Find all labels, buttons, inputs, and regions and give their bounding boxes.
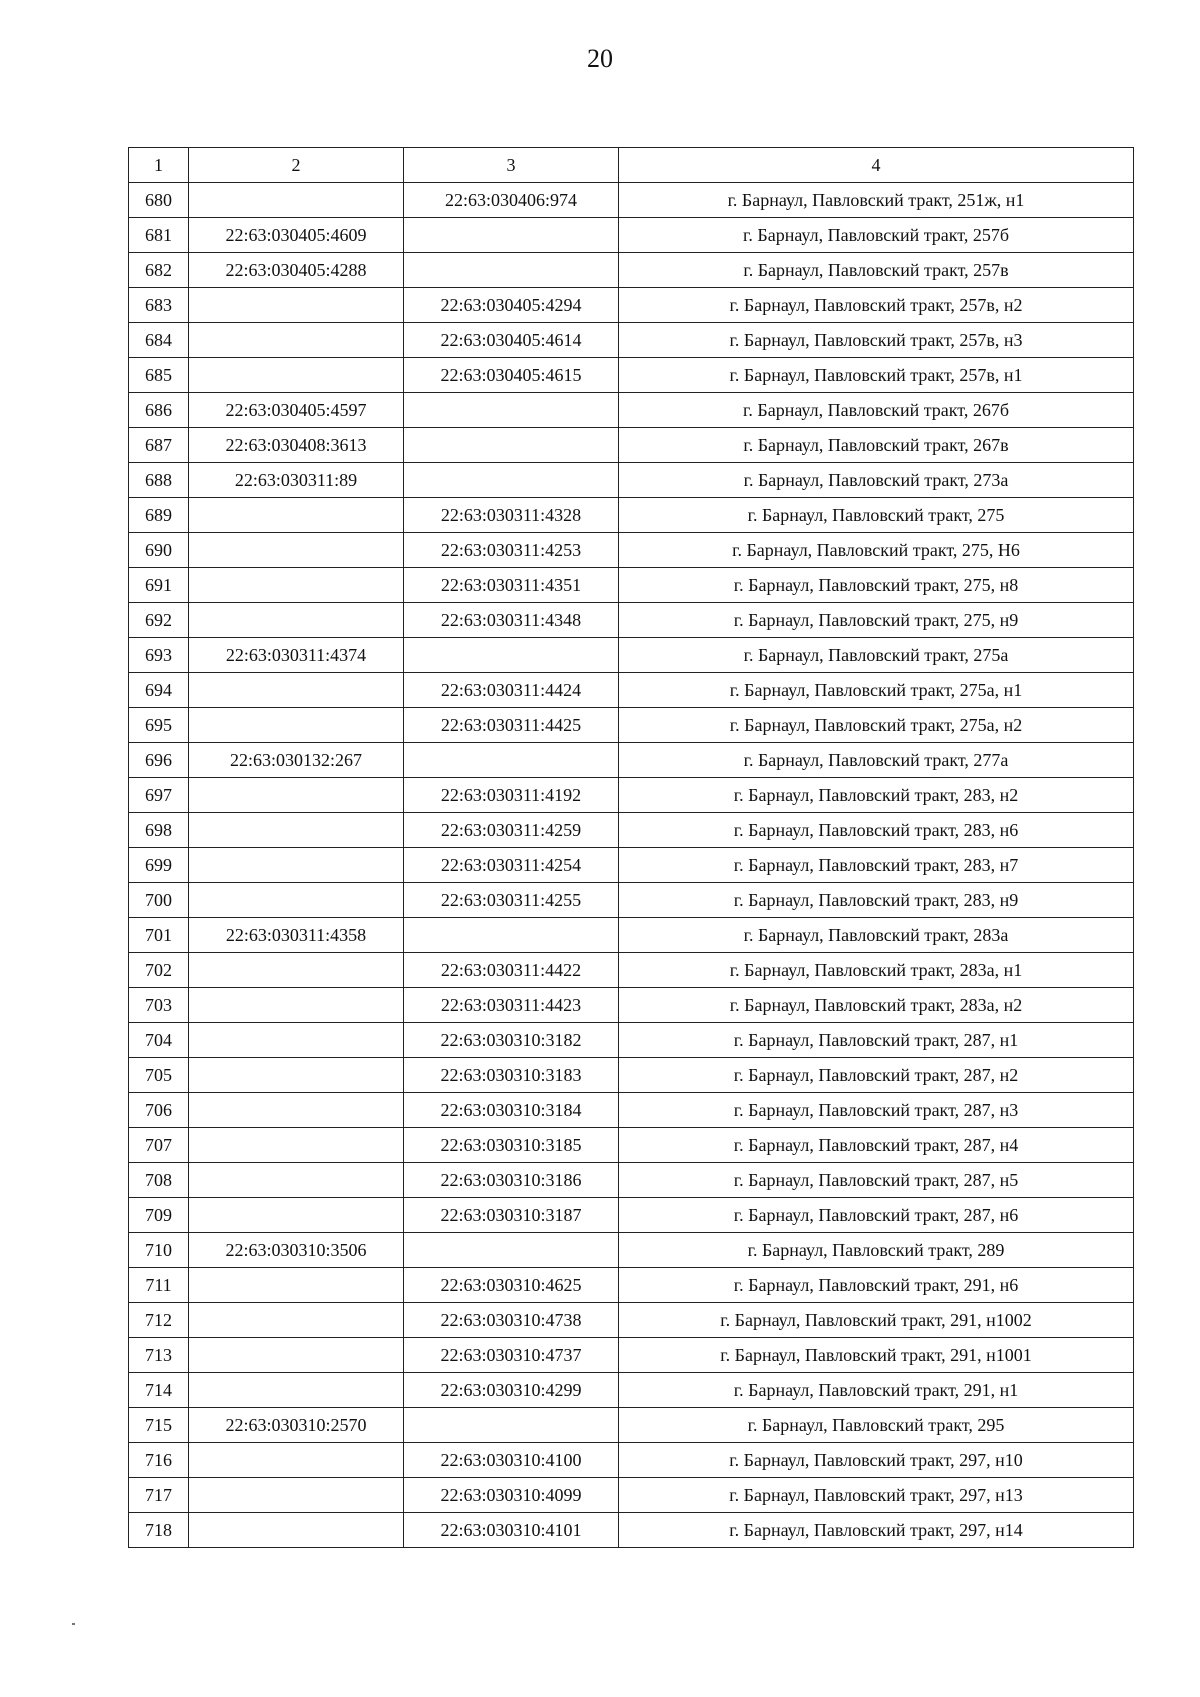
cadastral-number-land-cell: 22:63:030408:3613	[189, 428, 404, 463]
cadastral-number-land-cell: 22:63:030132:267	[189, 743, 404, 778]
table-row	[129, 1478, 1134, 1513]
column-header-1: 1	[129, 148, 189, 183]
address-cell: г. Барнаул, Павловский тракт, 295	[619, 1408, 1134, 1443]
cadastral-number-object-cell: 22:63:030405:4615	[404, 358, 619, 393]
row-number-cell: 680	[129, 183, 189, 218]
table-row	[129, 673, 1134, 708]
cadastral-number-object-cell: 22:63:030405:4294	[404, 288, 619, 323]
cadastral-number-land-cell	[189, 1338, 404, 1373]
cadastral-number-object-cell: 22:63:030406:974	[404, 183, 619, 218]
cadastral-number-object-cell: 22:63:030310:4737	[404, 1338, 619, 1373]
table-row	[129, 918, 1134, 953]
cadastral-number-object-cell: 22:63:030311:4422	[404, 953, 619, 988]
address-cell: г. Барнаул, Павловский тракт, 275, н8	[619, 568, 1134, 603]
cadastral-number-object-cell: 22:63:030310:3187	[404, 1198, 619, 1233]
cadastral-number-land-cell	[189, 1093, 404, 1128]
cadastral-number-object-cell: 22:63:030310:4099	[404, 1478, 619, 1513]
cadastral-number-object-cell: 22:63:030310:4738	[404, 1303, 619, 1338]
cadastral-number-land-cell	[189, 183, 404, 218]
cadastral-number-object-cell	[404, 218, 619, 253]
row-number-cell: 713	[129, 1338, 189, 1373]
row-number-cell: 698	[129, 813, 189, 848]
row-number-cell: 717	[129, 1478, 189, 1513]
row-number-cell: 685	[129, 358, 189, 393]
table-row	[129, 1268, 1134, 1303]
cadastral-number-land-cell	[189, 1058, 404, 1093]
row-number-cell: 715	[129, 1408, 189, 1443]
address-cell: г. Барнаул, Павловский тракт, 257в, н2	[619, 288, 1134, 323]
cadastral-number-land-cell	[189, 1443, 404, 1478]
table-row	[129, 1163, 1134, 1198]
cadastral-number-object-cell: 22:63:030311:4328	[404, 498, 619, 533]
table-row	[129, 1058, 1134, 1093]
cadastral-number-land-cell: 22:63:030405:4609	[189, 218, 404, 253]
table-row	[129, 393, 1134, 428]
address-cell: г. Барнаул, Павловский тракт, 291, н6	[619, 1268, 1134, 1303]
row-number-cell: 707	[129, 1128, 189, 1163]
address-cell: г. Барнаул, Павловский тракт, 283а	[619, 918, 1134, 953]
row-number-cell: 696	[129, 743, 189, 778]
address-cell: г. Барнаул, Павловский тракт, 267в	[619, 428, 1134, 463]
cadastral-number-object-cell: 22:63:030310:3186	[404, 1163, 619, 1198]
table-row	[129, 848, 1134, 883]
cadastral-number-land-cell	[189, 1163, 404, 1198]
cadastral-number-land-cell	[189, 1023, 404, 1058]
cadastral-number-land-cell	[189, 1198, 404, 1233]
row-number-cell: 705	[129, 1058, 189, 1093]
cadastral-number-object-cell: 22:63:030311:4259	[404, 813, 619, 848]
table-row	[129, 778, 1134, 813]
column-header-3: 3	[404, 148, 619, 183]
scan-speck	[72, 1623, 75, 1625]
table-row	[129, 883, 1134, 918]
address-cell: г. Барнаул, Павловский тракт, 251ж, н1	[619, 183, 1134, 218]
table-row	[129, 498, 1134, 533]
table-row	[129, 463, 1134, 498]
row-number-cell: 700	[129, 883, 189, 918]
table-row	[129, 358, 1134, 393]
cadastral-number-object-cell	[404, 463, 619, 498]
row-number-cell: 706	[129, 1093, 189, 1128]
table-row	[129, 1198, 1134, 1233]
address-cell: г. Барнаул, Павловский тракт, 287, н3	[619, 1093, 1134, 1128]
row-number-cell: 712	[129, 1303, 189, 1338]
row-number-cell: 718	[129, 1513, 189, 1548]
cadastral-number-object-cell: 22:63:030311:4423	[404, 988, 619, 1023]
cadastral-number-object-cell	[404, 428, 619, 463]
cadastral-number-land-cell	[189, 848, 404, 883]
address-cell: г. Барнаул, Павловский тракт, 257в	[619, 253, 1134, 288]
cadastral-number-land-cell: 22:63:030310:2570	[189, 1408, 404, 1443]
table-row	[129, 288, 1134, 323]
table-row	[129, 743, 1134, 778]
cadastral-number-land-cell: 22:63:030310:3506	[189, 1233, 404, 1268]
address-cell: г. Барнаул, Павловский тракт, 287, н4	[619, 1128, 1134, 1163]
row-number-cell: 682	[129, 253, 189, 288]
row-number-cell: 695	[129, 708, 189, 743]
address-cell: г. Барнаул, Павловский тракт, 291, н1001	[619, 1338, 1134, 1373]
cadastral-number-land-cell	[189, 1303, 404, 1338]
cadastral-number-land-cell	[189, 708, 404, 743]
cadastral-number-land-cell: 22:63:030311:4374	[189, 638, 404, 673]
cadastral-number-land-cell	[189, 288, 404, 323]
table-row	[129, 1023, 1134, 1058]
address-cell: г. Барнаул, Павловский тракт, 283а, н1	[619, 953, 1134, 988]
cadastral-number-object-cell: 22:63:030310:4625	[404, 1268, 619, 1303]
cadastral-number-land-cell	[189, 673, 404, 708]
row-number-cell: 711	[129, 1268, 189, 1303]
cadastral-number-object-cell: 22:63:030310:4101	[404, 1513, 619, 1548]
cadastral-number-object-cell: 22:63:030311:4348	[404, 603, 619, 638]
row-number-cell: 686	[129, 393, 189, 428]
address-cell: г. Барнаул, Павловский тракт, 257б	[619, 218, 1134, 253]
table-row	[129, 988, 1134, 1023]
address-cell: г. Барнаул, Павловский тракт, 287, н2	[619, 1058, 1134, 1093]
header-row	[129, 148, 1134, 183]
table-row	[129, 1443, 1134, 1478]
cadastral-number-land-cell	[189, 533, 404, 568]
cadastral-number-land-cell	[189, 498, 404, 533]
address-cell: г. Барнаул, Павловский тракт, 283, н9	[619, 883, 1134, 918]
table-row	[129, 953, 1134, 988]
cadastral-number-object-cell	[404, 1408, 619, 1443]
table-row	[129, 323, 1134, 358]
cadastral-number-land-cell	[189, 953, 404, 988]
row-number-cell: 702	[129, 953, 189, 988]
address-cell: г. Барнаул, Павловский тракт, 283, н6	[619, 813, 1134, 848]
address-cell: г. Барнаул, Павловский тракт, 291, н1002	[619, 1303, 1134, 1338]
row-number-cell: 687	[129, 428, 189, 463]
cadastral-number-land-cell	[189, 1478, 404, 1513]
cadastral-number-object-cell: 22:63:030311:4254	[404, 848, 619, 883]
row-number-cell: 694	[129, 673, 189, 708]
cadastral-number-object-cell: 22:63:030310:3182	[404, 1023, 619, 1058]
table-row	[129, 1513, 1134, 1548]
cadastral-number-object-cell	[404, 638, 619, 673]
address-cell: г. Барнаул, Павловский тракт, 257в, н1	[619, 358, 1134, 393]
cadastral-number-land-cell	[189, 1268, 404, 1303]
cadastral-number-object-cell: 22:63:030311:4192	[404, 778, 619, 813]
address-cell: г. Барнаул, Павловский тракт, 275а	[619, 638, 1134, 673]
cadastral-number-land-cell: 22:63:030311:4358	[189, 918, 404, 953]
cadastral-number-land-cell: 22:63:030405:4288	[189, 253, 404, 288]
row-number-cell: 681	[129, 218, 189, 253]
cadastral-number-land-cell	[189, 813, 404, 848]
column-header-4: 4	[619, 148, 1134, 183]
row-number-cell: 690	[129, 533, 189, 568]
cadastral-number-object-cell: 22:63:030310:3184	[404, 1093, 619, 1128]
table-row	[129, 183, 1134, 218]
cadastral-number-object-cell: 22:63:030310:3185	[404, 1128, 619, 1163]
address-cell: г. Барнаул, Павловский тракт, 291, н1	[619, 1373, 1134, 1408]
address-cell: г. Барнаул, Павловский тракт, 297, н13	[619, 1478, 1134, 1513]
cadastral-number-object-cell	[404, 393, 619, 428]
row-number-cell: 703	[129, 988, 189, 1023]
address-cell: г. Барнаул, Павловский тракт, 283а, н2	[619, 988, 1134, 1023]
table-header	[129, 148, 1134, 183]
table-row	[129, 253, 1134, 288]
table-row	[129, 428, 1134, 463]
address-cell: г. Барнаул, Павловский тракт, 267б	[619, 393, 1134, 428]
cadastral-number-object-cell: 22:63:030310:4100	[404, 1443, 619, 1478]
cadastral-number-object-cell: 22:63:030311:4424	[404, 673, 619, 708]
address-cell: г. Барнаул, Павловский тракт, 287, н5	[619, 1163, 1134, 1198]
row-number-cell: 689	[129, 498, 189, 533]
address-cell: г. Барнаул, Павловский тракт, 275	[619, 498, 1134, 533]
row-number-cell: 699	[129, 848, 189, 883]
row-number-cell: 691	[129, 568, 189, 603]
table-body	[129, 183, 1134, 1548]
address-cell: г. Барнаул, Павловский тракт, 275, Н6	[619, 533, 1134, 568]
cadastral-number-object-cell: 22:63:030311:4425	[404, 708, 619, 743]
address-cell: г. Барнаул, Павловский тракт, 287, н1	[619, 1023, 1134, 1058]
row-number-cell: 693	[129, 638, 189, 673]
table-row	[129, 533, 1134, 568]
cadastral-number-object-cell	[404, 743, 619, 778]
cadastral-number-land-cell	[189, 568, 404, 603]
cadastral-number-land-cell	[189, 1128, 404, 1163]
cadastral-number-land-cell: 22:63:030405:4597	[189, 393, 404, 428]
cadastral-number-land-cell	[189, 323, 404, 358]
address-cell: г. Барнаул, Павловский тракт, 275а, н1	[619, 673, 1134, 708]
table-row	[129, 1338, 1134, 1373]
row-number-cell: 716	[129, 1443, 189, 1478]
row-number-cell: 709	[129, 1198, 189, 1233]
table-row	[129, 1233, 1134, 1268]
table-row	[129, 1128, 1134, 1163]
row-number-cell: 692	[129, 603, 189, 638]
cadastral-number-object-cell: 22:63:030311:4255	[404, 883, 619, 918]
cadastral-number-object-cell: 22:63:030311:4253	[404, 533, 619, 568]
row-number-cell: 684	[129, 323, 189, 358]
address-cell: г. Барнаул, Павловский тракт, 275а, н2	[619, 708, 1134, 743]
cadastral-number-object-cell: 22:63:030310:3183	[404, 1058, 619, 1093]
cadastral-number-object-cell: 22:63:030311:4351	[404, 568, 619, 603]
address-cell: г. Барнаул, Павловский тракт, 283, н2	[619, 778, 1134, 813]
address-cell: г. Барнаул, Павловский тракт, 273а	[619, 463, 1134, 498]
cadastral-number-object-cell: 22:63:030310:4299	[404, 1373, 619, 1408]
address-cell: г. Барнаул, Павловский тракт, 275, н9	[619, 603, 1134, 638]
registry-table	[128, 147, 1134, 1548]
address-cell: г. Барнаул, Павловский тракт, 287, н6	[619, 1198, 1134, 1233]
table-row	[129, 218, 1134, 253]
cadastral-number-land-cell	[189, 778, 404, 813]
cadastral-number-object-cell	[404, 918, 619, 953]
row-number-cell: 697	[129, 778, 189, 813]
row-number-cell: 701	[129, 918, 189, 953]
table-row	[129, 708, 1134, 743]
cadastral-number-land-cell: 22:63:030311:89	[189, 463, 404, 498]
table-row	[129, 603, 1134, 638]
row-number-cell: 714	[129, 1373, 189, 1408]
table-row	[129, 1373, 1134, 1408]
address-cell: г. Барнаул, Павловский тракт, 257в, н3	[619, 323, 1134, 358]
address-cell: г. Барнаул, Павловский тракт, 289	[619, 1233, 1134, 1268]
address-cell: г. Барнаул, Павловский тракт, 297, н14	[619, 1513, 1134, 1548]
cadastral-number-object-cell	[404, 1233, 619, 1268]
table-row	[129, 1093, 1134, 1128]
table-row	[129, 813, 1134, 848]
table-row	[129, 568, 1134, 603]
address-cell: г. Барнаул, Павловский тракт, 277а	[619, 743, 1134, 778]
row-number-cell: 710	[129, 1233, 189, 1268]
address-cell: г. Барнаул, Павловский тракт, 283, н7	[619, 848, 1134, 883]
cadastral-number-object-cell: 22:63:030405:4614	[404, 323, 619, 358]
cadastral-number-object-cell	[404, 253, 619, 288]
cadastral-number-land-cell	[189, 988, 404, 1023]
row-number-cell: 708	[129, 1163, 189, 1198]
cadastral-number-land-cell	[189, 603, 404, 638]
cadastral-number-land-cell	[189, 883, 404, 918]
table-row	[129, 1408, 1134, 1443]
row-number-cell: 688	[129, 463, 189, 498]
row-number-cell: 704	[129, 1023, 189, 1058]
column-header-2: 2	[189, 148, 404, 183]
cadastral-number-land-cell	[189, 1513, 404, 1548]
cadastral-number-land-cell	[189, 1373, 404, 1408]
cadastral-number-land-cell	[189, 358, 404, 393]
table-row	[129, 1303, 1134, 1338]
table-row	[129, 638, 1134, 673]
address-cell: г. Барнаул, Павловский тракт, 297, н10	[619, 1443, 1134, 1478]
row-number-cell: 683	[129, 288, 189, 323]
page-number: 20	[587, 44, 613, 73]
